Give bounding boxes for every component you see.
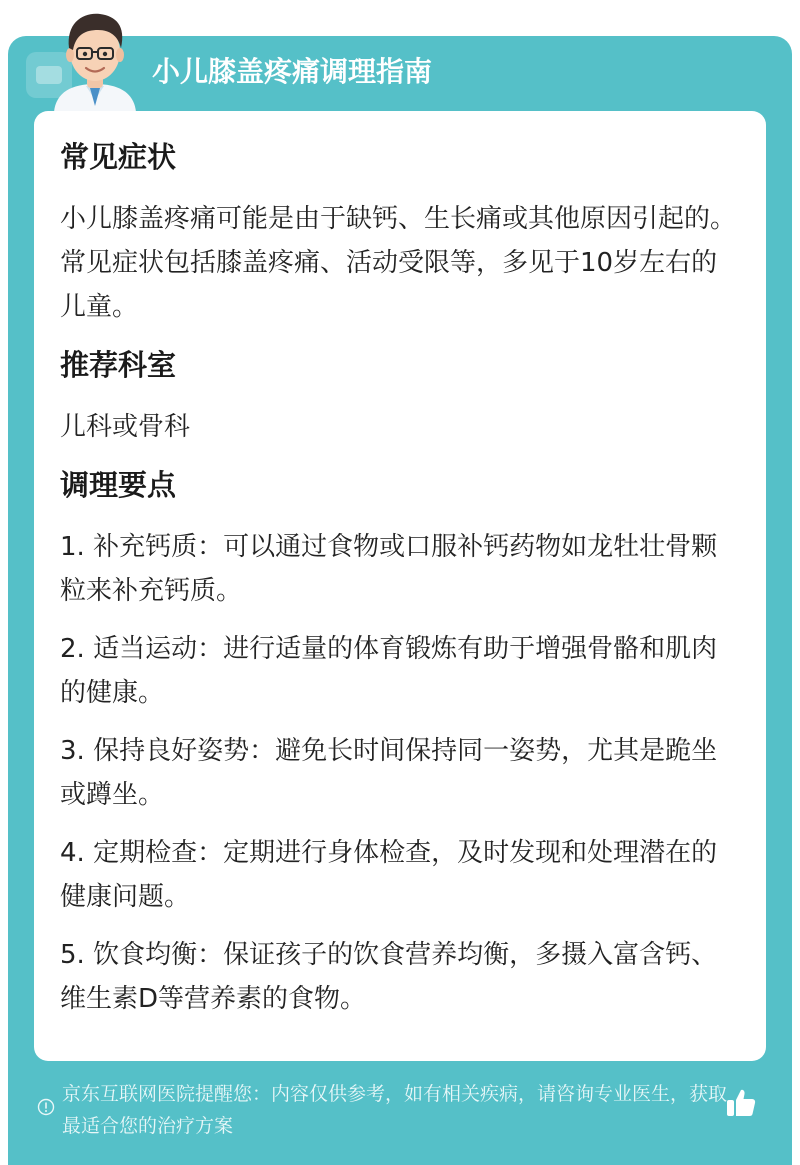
care-item: 3. 保持良好姿势：避免长时间保持同一姿势，尤其是跪坐或蹲坐。 (60, 736, 718, 810)
care-item: 5. 饮食均衡：保证孩子的饮食营养均衡，多摄入富含钙、维生素D等营养素的食物。 (60, 940, 718, 1014)
care-item: 1. 补充钙质：可以通过食物或口服补钙药物如龙牡壮骨颗粒来补充钙质。 (60, 532, 718, 606)
care-item: 2. 适当运动：进行适量的体育锻炼有助于增强骨骼和肌肉的健康。 (60, 634, 718, 708)
content-card (34, 111, 766, 1061)
care-item: 4. 定期检查：定期进行身体检查，及时发现和处理潜在的健康问题。 (60, 838, 718, 912)
department-heading: 推荐科室 (60, 348, 177, 382)
thumbs-up-icon[interactable] (724, 1086, 758, 1120)
page-title: 小儿膝盖疼痛调理指南 (152, 55, 433, 88)
doctor-avatar-icon (46, 8, 144, 112)
symptoms-text: 小儿膝盖疼痛可能是由于缺钙、生长痛或其他原因引起的。常见症状包括膝盖疼痛、活动受限等，多见于10岁左右的儿童。 (60, 204, 737, 322)
care-heading: 调理要点 (60, 468, 177, 502)
symptoms-heading: 常见症状 (60, 140, 177, 174)
disclaimer-text: 京东互联网医院提醒您：内容仅供参考，如有相关疾病，请咨询专业医生，获取最适合您的治疗方案 (62, 1083, 728, 1137)
department-text: 儿科或骨科 (60, 412, 191, 442)
info-icon (37, 1098, 55, 1116)
